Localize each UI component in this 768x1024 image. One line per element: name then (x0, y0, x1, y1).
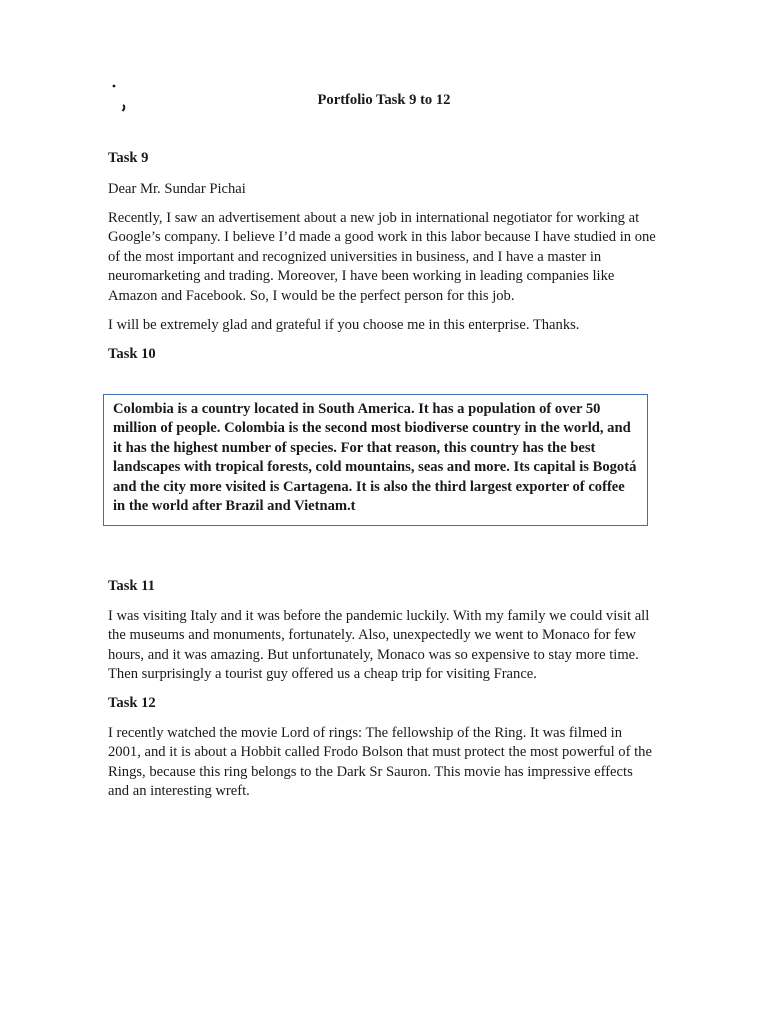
task9-salutation-block (108, 180, 656, 199)
task10-heading: Task 10 (108, 346, 156, 362)
task11-heading: Task 11 (108, 578, 155, 594)
task9-paragraph2-block (108, 316, 656, 335)
task9-heading-block (108, 149, 656, 168)
task9-heading: Task 9 (108, 150, 149, 166)
task11-paragraph: I was visiting Italy and it was before the pandemic luckily. With my family we could visit all the museums and monuments, fortunately. Also, unexpectedly we went to Monaco for few hours, and it was amazing. But unfortunately, Monaco was so expensive to stay more time. Then surprisingly a tourist guy offered us a cheap trip for visiting France. (108, 608, 650, 683)
task10-box-text: Colombia is a country located in South America. It has a population of over 50 million of people. Colombia is the second most biodiverse country in the world, and it has the highest number of species. For that reason, this country has the best landscapes with tropical forests, cold mountains, seas and more. Its capital is Bogotá and the city more visited is Cartagena. It is also the third largest exporter of coffee in the world after Brazil and Vietnam.t (113, 401, 637, 515)
task9-paragraph2: I will be extremely glad and grateful if you choose me in this enterprise. Thanks. (108, 317, 580, 333)
task9-paragraph1: Recently, I saw an advertisement about a new job in international negotiator for working at Google’s company. I believe I’d made a good work in this labor because I have studied in one of the most important and recognized universities in business, and I have a master in neuromarketing and trading. Moreover, I have been working in leading companies like Amazon and Facebook. So, I would be the perfect person for this job. (108, 210, 656, 304)
task12-heading-block (108, 694, 656, 713)
task12-paragraph-block (108, 724, 656, 802)
task10-heading-block (108, 345, 656, 364)
task11-heading-block (108, 577, 656, 596)
stray-dot (113, 85, 116, 88)
task9-salutation: Dear Mr. Sundar Pichai (108, 181, 246, 197)
task12-paragraph: I recently watched the movie Lord of rings: The fellowship of the Ring. It was filmed in 2001, and it is about a Hobbit called Frodo Bolson that must protect the most powerful of the Rings, because this ring belongs to the Dark Sr Sauron. This movie has impressive effects and an interesting wreft. (108, 725, 652, 800)
task10-text-box (103, 394, 648, 526)
task11-paragraph-block (108, 607, 656, 685)
task12-heading: Task 12 (108, 695, 156, 711)
page-title: Portfolio Task 9 to 12 (317, 92, 451, 108)
task9-paragraph1-block (108, 209, 656, 306)
